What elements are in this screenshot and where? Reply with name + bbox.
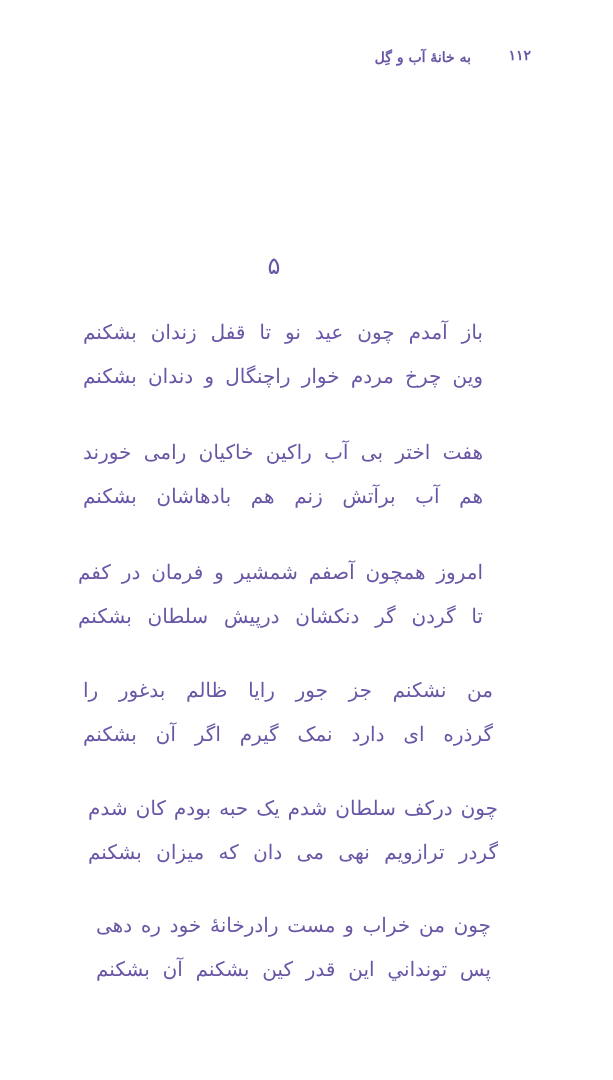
verse-line: باز آمدم چون عید نو تا قفل زندان بشکنم: [83, 320, 483, 344]
verse-line: من نشکنم جز جور رایا ظالم بدغور را: [83, 678, 493, 702]
book-title: به خانهٔ آب و گِل: [374, 50, 471, 66]
stanza-5: [88, 786, 498, 874]
verse-line: چون درکف سلطان شدم یک حبه بودم کان شدم: [88, 796, 498, 820]
stanza-1: [83, 310, 483, 398]
page-number: ۱۱۲: [508, 48, 531, 64]
verse-line: امروز همچون آصفم شمشیر و فرمان در کفم: [78, 560, 483, 584]
running-head: [101, 48, 531, 72]
verse-line: چون من خراب و مست رادرخانهٔ خود ره دهی: [96, 913, 491, 937]
verse-line: وین چرخ مردم خوار راچنگال و دندان بشکنم: [83, 364, 483, 388]
poem-number: ۵: [267, 252, 281, 280]
verse-line: تا گردن گر دنکشان درپیش سلطان بشکنم: [78, 604, 483, 628]
verse-line: گردر ترازویم نهی می دان که میزان بشکنم: [88, 840, 498, 864]
verse-line: هفت اختر بی آب راکین خاکیان رامی خورند: [83, 440, 483, 464]
stanza-6: [96, 903, 491, 991]
verse-line: پس تونداني اين قدر کين بشکنم آن بشکنم: [96, 957, 491, 981]
verse-line: گرذره ای دارد نمک گیرم اگر آن بشکنم: [83, 722, 493, 746]
stanza-4: [83, 668, 493, 756]
stanza-2: [83, 430, 483, 518]
verse-line: هم آب برآتش زنم هم بادهاشان بشکنم: [83, 484, 483, 508]
stanza-3: [78, 550, 483, 638]
